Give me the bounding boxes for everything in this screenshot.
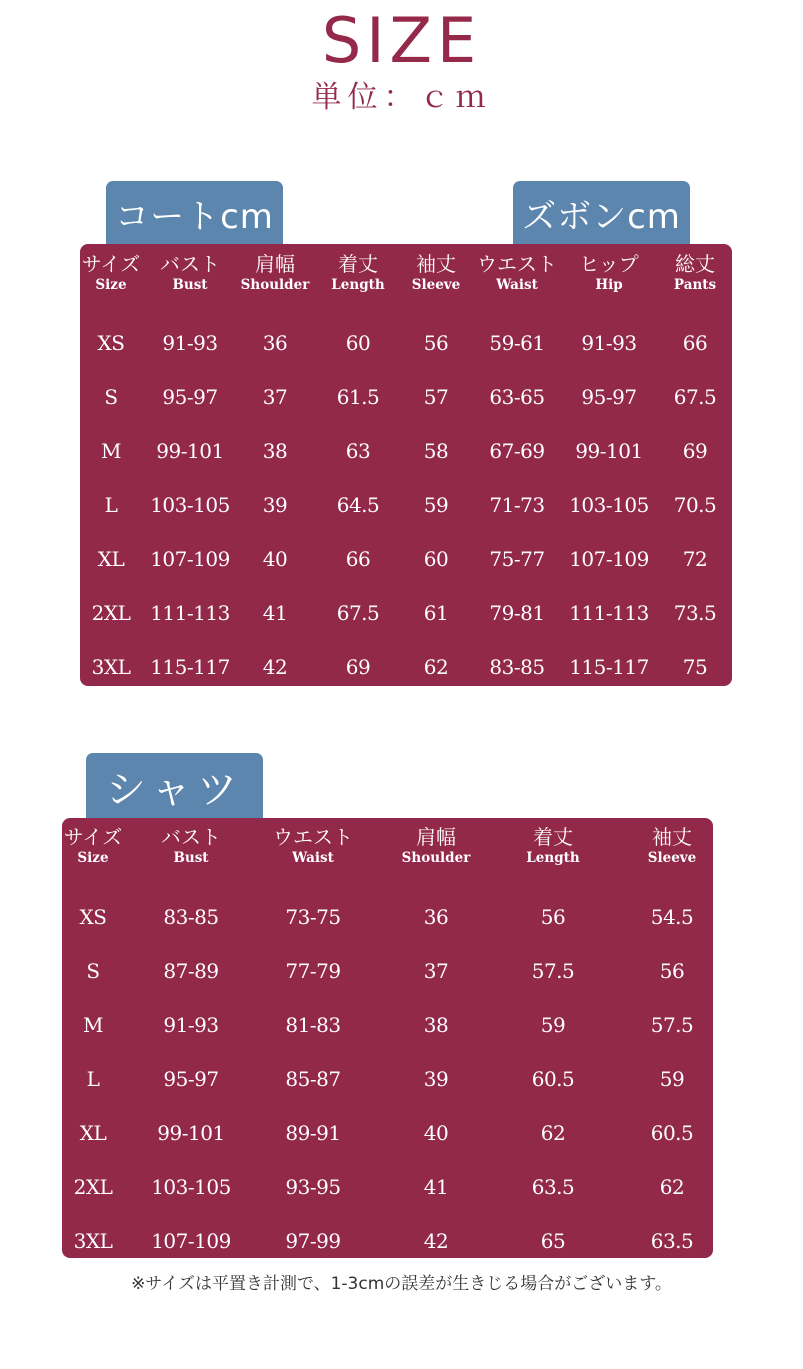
table-cell: 60	[345, 331, 371, 355]
table-cell: 115-117	[569, 655, 649, 679]
table-cell: 42	[423, 1229, 449, 1253]
table-cell: 95-97	[581, 385, 637, 409]
column-header	[160, 252, 220, 294]
column-header-en: Shoulder	[401, 850, 471, 866]
table-cell: 36	[423, 905, 449, 929]
table-cell: 73.5	[673, 601, 717, 625]
column-header-jp: バスト	[160, 252, 220, 276]
column-header-en: Shoulder	[240, 277, 310, 293]
table-cell: 103-105	[151, 1175, 231, 1199]
table-cell: 59	[423, 493, 449, 517]
table-cell: 85-87	[285, 1067, 341, 1091]
column-header-en: Sleeve	[647, 850, 697, 866]
column-header	[402, 825, 471, 867]
table-cell: 63.5	[650, 1229, 694, 1253]
column-header	[82, 252, 140, 294]
table-cell: 59	[540, 1013, 566, 1037]
table-cell: L	[104, 493, 118, 517]
page-title: SIZE	[321, 4, 482, 77]
table-cell: 103-105	[150, 493, 230, 517]
table-cell: 103-105	[569, 493, 649, 517]
table-cell: 91-93	[162, 331, 218, 355]
table-cell: 67.5	[336, 601, 380, 625]
table-cell: 61	[423, 601, 449, 625]
table-cell: 107-109	[569, 547, 649, 571]
table-cell: XS	[79, 905, 107, 929]
column-header-en: Waist	[292, 850, 334, 866]
table-cell: 60.5	[650, 1121, 694, 1145]
table-cell: 99-101	[157, 1121, 225, 1145]
table-cell: 111-113	[150, 601, 230, 625]
column-header-en: Bust	[173, 850, 209, 866]
table-cell: 62	[659, 1175, 685, 1199]
table-cell: 57.5	[650, 1013, 694, 1037]
table-cell: 41	[423, 1175, 449, 1199]
column-header-jp: 着丈	[337, 252, 378, 276]
column-header-en: Pants	[673, 277, 717, 293]
column-header-jp: サイズ	[63, 825, 123, 849]
table-cell: 62	[423, 655, 449, 679]
column-header-jp: バスト	[161, 825, 221, 849]
table-cell: 37	[262, 385, 288, 409]
column-header-en: Bust	[172, 277, 208, 293]
table-cell: 79-81	[489, 601, 545, 625]
column-header-jp: 着丈	[532, 825, 573, 849]
table-cell: 64.5	[336, 493, 380, 517]
column-header-en: Waist	[496, 277, 538, 293]
table-cell: 95-97	[163, 1067, 219, 1091]
unit-label: 単位：ｃｍ	[311, 80, 492, 115]
table-cell: 91-93	[163, 1013, 219, 1037]
shirt-size-table	[62, 818, 713, 1258]
measurement-note: ※サイズは平置き計測で、1-3cmの誤差が生きじる場合がございます。	[131, 1274, 672, 1294]
column-header	[477, 252, 557, 294]
table-cell: 56	[540, 905, 566, 929]
pants-tab: ズボンcm	[513, 181, 690, 245]
table-cell: 61.5	[336, 385, 380, 409]
column-header-jp: 袖丈	[416, 252, 456, 276]
table-cell: 71-73	[489, 493, 545, 517]
table-cell: 89-91	[285, 1121, 341, 1145]
table-cell: 60	[423, 547, 449, 571]
table-cell: 54.5	[650, 905, 694, 929]
column-header	[64, 825, 122, 867]
column-header-en: Hip	[595, 277, 623, 293]
table-cell: 111-113	[569, 601, 649, 625]
table-cell: 72	[682, 547, 708, 571]
table-cell: XL	[79, 1121, 107, 1145]
table-cell: 73-75	[285, 905, 341, 929]
column-header-en: Size	[95, 277, 127, 293]
column-header-jp: 袖丈	[652, 825, 692, 849]
column-header	[273, 825, 353, 867]
table-cell: 63	[345, 439, 371, 463]
table-cell: L	[86, 1067, 100, 1091]
table-cell: 87-89	[163, 959, 219, 983]
table-cell: S	[86, 959, 100, 983]
table-cell: 2XL	[73, 1175, 113, 1199]
table-cell: 67-69	[489, 439, 545, 463]
column-header-en: Size	[77, 850, 109, 866]
table-cell: 69	[345, 655, 371, 679]
table-cell: 97-99	[285, 1229, 341, 1253]
table-cell: 91-93	[581, 331, 637, 355]
table-cell: 93-95	[285, 1175, 341, 1199]
table-cell: 59-61	[489, 331, 545, 355]
column-header-en: Length	[526, 850, 580, 866]
table-cell: 56	[659, 959, 685, 983]
column-header	[526, 825, 579, 867]
column-header	[331, 252, 384, 294]
column-header	[674, 252, 716, 294]
column-header-jp: ウエスト	[273, 825, 353, 849]
table-cell: 66	[345, 547, 371, 571]
table-cell: 59	[659, 1067, 685, 1091]
table-cell: 3XL	[73, 1229, 113, 1253]
column-header-jp: ウエスト	[477, 252, 557, 276]
table-cell: 41	[262, 601, 288, 625]
table-cell: 67.5	[673, 385, 717, 409]
table-cell: 57.5	[531, 959, 575, 983]
table-cell: 99-101	[575, 439, 643, 463]
table-cell: 69	[682, 439, 708, 463]
table-cell: M	[101, 439, 121, 463]
column-header-jp: ヒップ	[579, 252, 639, 276]
table-cell: 63-65	[489, 385, 545, 409]
table-cell: 107-109	[151, 1229, 231, 1253]
table-cell: 83-85	[489, 655, 545, 679]
table-cell: 99-101	[156, 439, 224, 463]
table-cell: 60.5	[531, 1067, 575, 1091]
table-cell: 2XL	[91, 601, 131, 625]
table-cell: 42	[262, 655, 288, 679]
column-header	[161, 825, 221, 867]
table-cell: 83-85	[163, 905, 219, 929]
column-header	[412, 252, 461, 294]
table-cell: 81-83	[285, 1013, 341, 1037]
table-cell: 40	[423, 1121, 449, 1145]
coat-tab: コートcm	[106, 181, 283, 245]
column-header-jp: 肩幅	[255, 252, 295, 276]
table-cell: 36	[262, 331, 288, 355]
table-cell: 77-79	[285, 959, 341, 983]
table-cell: 39	[423, 1067, 449, 1091]
table-cell: XL	[97, 547, 125, 571]
table-cell: 39	[262, 493, 288, 517]
table-cell: 75-77	[489, 547, 545, 571]
table-cell: 62	[540, 1121, 566, 1145]
table-cell: 115-117	[150, 655, 230, 679]
table-cell: 63.5	[531, 1175, 575, 1199]
column-header-en: Length	[331, 277, 385, 293]
coat-pants-size-table	[80, 244, 732, 686]
table-cell: 107-109	[150, 547, 230, 571]
table-cell: 38	[262, 439, 288, 463]
column-header-en: Sleeve	[411, 277, 461, 293]
table-cell: 3XL	[91, 655, 131, 679]
table-cell: 57	[423, 385, 449, 409]
table-cell: 38	[423, 1013, 449, 1037]
table-cell: S	[104, 385, 118, 409]
table-cell: 95-97	[162, 385, 218, 409]
column-header-jp: 肩幅	[416, 825, 456, 849]
table-cell: M	[83, 1013, 103, 1037]
table-cell: 75	[682, 655, 708, 679]
shirt-tab: シャツ	[86, 753, 263, 819]
column-header-jp: サイズ	[81, 252, 141, 276]
table-cell: XS	[97, 331, 125, 355]
column-header	[579, 252, 638, 294]
table-cell: 70.5	[673, 493, 717, 517]
table-cell: 56	[423, 331, 449, 355]
column-header	[241, 252, 310, 294]
table-cell: 40	[262, 547, 288, 571]
table-cell: 58	[423, 439, 449, 463]
table-cell: 66	[682, 331, 708, 355]
table-cell: 37	[423, 959, 449, 983]
column-header-jp: 総丈	[675, 252, 715, 276]
table-cell: 65	[540, 1229, 566, 1253]
column-header	[648, 825, 697, 867]
